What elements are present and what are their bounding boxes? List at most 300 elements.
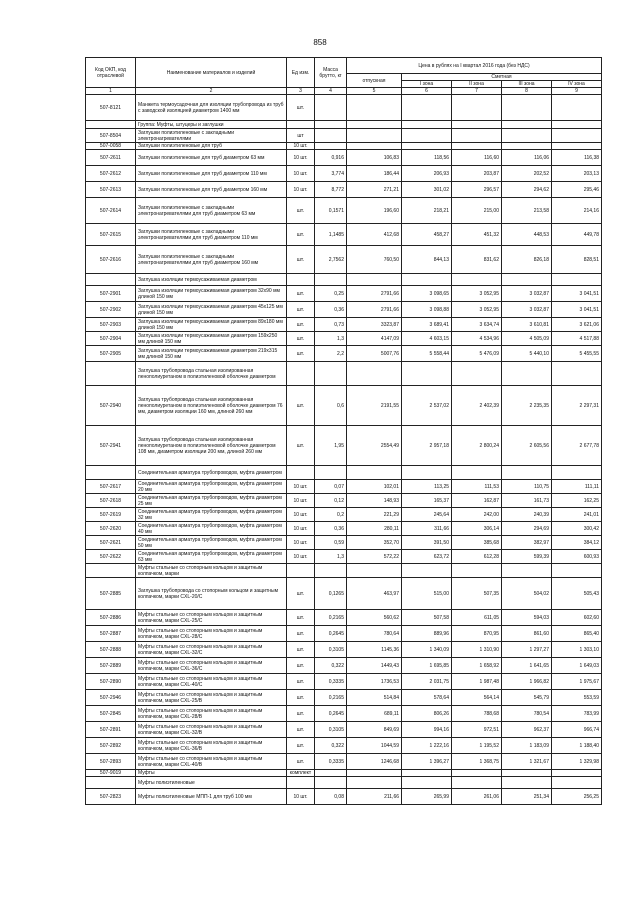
- row-zone-4-price: 162,25: [552, 494, 602, 508]
- row-name: Манжета термоусадочная для изоляции трубопровода из труб с заводской изоляцией диаметром 1400 мм: [136, 95, 287, 121]
- row-zone-4-price: 256,25: [552, 789, 602, 805]
- row-zone-4-price: 449,78: [552, 224, 602, 246]
- row-mass: 0,2645: [315, 706, 347, 722]
- row-zone-3-price: 382,97: [502, 536, 552, 550]
- row-zone-3-price: 504,02: [502, 578, 552, 610]
- row-zone-2-price: [452, 95, 502, 121]
- row-code: 507-2612: [86, 166, 136, 182]
- row-zone-1-price: 301,02: [402, 182, 452, 198]
- table-row: [86, 246, 602, 274]
- header-unit: Ед изм.: [287, 58, 315, 88]
- row-release-price: 221,29: [347, 508, 402, 522]
- row-name: Муфты стальные со стопорным кольцом и защитным колпачком, марки CXL-40/B: [136, 754, 287, 770]
- row-zone-1-price: [402, 362, 452, 386]
- row-name: Заглушка изоляции термоусаживаемая диаметром 89x180 мм длиной 150 мм: [136, 318, 287, 332]
- row-zone-2-price: 4 534,96: [452, 332, 502, 346]
- row-release-price: 186,44: [347, 166, 402, 182]
- row-zone-2-price: [452, 362, 502, 386]
- row-zone-2-price: 5 476,09: [452, 346, 502, 362]
- row-name: Муфты полиэтиленовые МПП-1 для труб 100 мм: [136, 789, 287, 805]
- row-zone-2-price: [452, 129, 502, 143]
- row-name: Муфты стальные со стопорным кольцом и защитным колпачком, марки: [136, 564, 287, 578]
- row-zone-4-price: [552, 466, 602, 480]
- row-zone-3-price: [502, 143, 552, 150]
- table-row: [86, 466, 602, 480]
- row-unit: шт.: [287, 332, 315, 346]
- page-number: 858: [313, 38, 327, 47]
- row-zone-1-price: 5 558,44: [402, 346, 452, 362]
- row-zone-1-price: 844,13: [402, 246, 452, 274]
- row-zone-3-price: 826,18: [502, 246, 552, 274]
- row-zone-4-price: 1 188,40: [552, 738, 602, 754]
- row-release-price: 2554,49: [347, 426, 402, 466]
- row-mass: 0,08: [315, 789, 347, 805]
- row-unit: шт.: [287, 302, 315, 318]
- table-row: [86, 770, 602, 777]
- row-zone-3-price: 780,54: [502, 706, 552, 722]
- row-code: 507-2622: [86, 550, 136, 564]
- table-row: [86, 274, 602, 286]
- row-zone-4-price: [552, 143, 602, 150]
- row-zone-2-price: 203,87: [452, 166, 502, 182]
- table-row: [86, 658, 602, 674]
- header-zone-1: I зона: [402, 81, 452, 88]
- row-code: 507-2619: [86, 508, 136, 522]
- row-zone-1-price: 507,58: [402, 610, 452, 626]
- column-number: 7: [452, 88, 502, 95]
- row-mass: 0,2165: [315, 610, 347, 626]
- row-code: [86, 564, 136, 578]
- row-release-price: 352,70: [347, 536, 402, 550]
- column-number: 1: [86, 88, 136, 95]
- row-zone-3-price: 599,39: [502, 550, 552, 564]
- row-unit: 10 шт.: [287, 143, 315, 150]
- row-name: Муфты стальные со стопорным кольцом и защитным колпачком, марки CXL-28/B: [136, 706, 287, 722]
- row-zone-3-price: 594,03: [502, 610, 552, 626]
- row-name: Заглушка трубопровода стальная изолированная пенополиуретаном в полиэтиленовой оболочке диаметром 108 мм, диаметром изоляции 200 мм, длиной 260 мм: [136, 426, 287, 466]
- row-zone-4-price: 241,01: [552, 508, 602, 522]
- row-zone-1-price: 118,56: [402, 150, 452, 166]
- row-zone-2-price: 306,14: [452, 522, 502, 536]
- row-mass: [315, 564, 347, 578]
- row-zone-3-price: [502, 770, 552, 777]
- row-release-price: 148,93: [347, 494, 402, 508]
- row-zone-2-price: 564,14: [452, 690, 502, 706]
- row-zone-4-price: 505,43: [552, 578, 602, 610]
- row-zone-3-price: [502, 777, 552, 789]
- row-code: 507-9019: [86, 770, 136, 777]
- row-unit: 10 шт.: [287, 182, 315, 198]
- row-zone-4-price: 384,12: [552, 536, 602, 550]
- row-release-price: 1246,68: [347, 754, 402, 770]
- row-unit: [287, 466, 315, 480]
- row-code: 507-2621: [86, 536, 136, 550]
- row-unit: шт.: [287, 386, 315, 426]
- row-zone-1-price: 578,64: [402, 690, 452, 706]
- row-zone-3-price: 116,06: [502, 150, 552, 166]
- row-code: [86, 777, 136, 789]
- row-zone-4-price: [552, 95, 602, 121]
- row-zone-1-price: 265,99: [402, 789, 452, 805]
- table-row: [86, 777, 602, 789]
- row-unit: шт.: [287, 224, 315, 246]
- row-release-price: [347, 143, 402, 150]
- row-zone-3-price: 161,73: [502, 494, 552, 508]
- row-mass: 0,36: [315, 522, 347, 536]
- row-name: Заглушка изоляции термоусаживаемая диаметром 219x315 мм длиной 150 мм: [136, 346, 287, 362]
- row-mass: 0,3105: [315, 722, 347, 738]
- row-zone-2-price: 1 987,48: [452, 674, 502, 690]
- header-release-price: отпускная: [347, 74, 402, 88]
- table-row: [86, 610, 602, 626]
- column-number: 6: [402, 88, 452, 95]
- header-price-group: Цена в рублях на I квартал 2016 года (без НДС): [347, 58, 602, 74]
- row-unit: шт.: [287, 658, 315, 674]
- table-row: [86, 578, 602, 610]
- row-code: 507-2903: [86, 318, 136, 332]
- table-row: [86, 722, 602, 738]
- table-row: [86, 508, 602, 522]
- row-zone-3-price: [502, 564, 552, 578]
- row-release-price: 849,69: [347, 722, 402, 738]
- row-unit: шт.: [287, 246, 315, 274]
- column-number: 2: [136, 88, 287, 95]
- row-unit: шт.: [287, 578, 315, 610]
- row-code: 507-2889: [86, 658, 136, 674]
- row-zone-3-price: [502, 362, 552, 386]
- row-zone-2-price: 162,87: [452, 494, 502, 508]
- row-zone-2-price: [452, 143, 502, 150]
- table-row: [86, 706, 602, 722]
- row-mass: 1,95: [315, 426, 347, 466]
- row-zone-4-price: 4 517,88: [552, 332, 602, 346]
- row-code: 507-2940: [86, 386, 136, 426]
- row-unit: шт.: [287, 738, 315, 754]
- row-unit: 10 шт.: [287, 550, 315, 564]
- row-zone-4-price: [552, 770, 602, 777]
- row-mass: 3,774: [315, 166, 347, 182]
- row-zone-3-price: [502, 95, 552, 121]
- row-code: 507-2611: [86, 150, 136, 166]
- row-name: Соединительная арматура трубопроводов, муфта диаметром 25 мм: [136, 494, 287, 508]
- row-zone-4-price: 111,11: [552, 480, 602, 494]
- row-release-price: 196,60: [347, 198, 402, 224]
- row-zone-4-price: 2 297,31: [552, 386, 602, 426]
- row-unit: шт.: [287, 626, 315, 642]
- row-release-price: 572,22: [347, 550, 402, 564]
- row-zone-2-price: 296,57: [452, 182, 502, 198]
- table-row: [86, 564, 602, 578]
- row-release-price: 760,50: [347, 246, 402, 274]
- row-zone-1-price: 2 957,18: [402, 426, 452, 466]
- row-zone-1-price: 994,16: [402, 722, 452, 738]
- table-row: [86, 789, 602, 805]
- row-zone-3-price: [502, 466, 552, 480]
- row-zone-2-price: 215,00: [452, 198, 502, 224]
- row-zone-4-price: 214,16: [552, 198, 602, 224]
- row-zone-2-price: 2 800,24: [452, 426, 502, 466]
- row-zone-4-price: 600,93: [552, 550, 602, 564]
- row-mass: 0,2: [315, 508, 347, 522]
- row-zone-3-price: 2 605,56: [502, 426, 552, 466]
- row-release-price: 1044,59: [347, 738, 402, 754]
- row-zone-3-price: 545,79: [502, 690, 552, 706]
- table-row: [86, 150, 602, 166]
- row-unit: шт.: [287, 754, 315, 770]
- row-zone-1-price: [402, 564, 452, 578]
- table-row: [86, 318, 602, 332]
- row-mass: 0,2645: [315, 626, 347, 642]
- row-zone-1-price: [402, 770, 452, 777]
- row-zone-1-price: 3 098,65: [402, 286, 452, 302]
- row-code: 507-8121: [86, 95, 136, 121]
- row-zone-2-price: 261,06: [452, 789, 502, 805]
- row-zone-3-price: 5 440,10: [502, 346, 552, 362]
- table-row: [86, 129, 602, 143]
- row-zone-4-price: 1 649,03: [552, 658, 602, 674]
- row-zone-2-price: 385,68: [452, 536, 502, 550]
- row-unit: шт.: [287, 95, 315, 121]
- row-name: Соединительная арматура трубопроводов, муфта диаметром 40 мм: [136, 522, 287, 536]
- row-zone-4-price: 5 455,55: [552, 346, 602, 362]
- table-row: [86, 332, 602, 346]
- row-zone-1-price: 889,96: [402, 626, 452, 642]
- row-zone-1-price: 1 695,85: [402, 658, 452, 674]
- row-unit: шт.: [287, 610, 315, 626]
- row-mass: [315, 362, 347, 386]
- header-zone-3: III зона: [502, 81, 552, 88]
- row-zone-4-price: 203,13: [552, 166, 602, 182]
- row-mass: 0,36: [315, 302, 347, 318]
- row-mass: [315, 121, 347, 129]
- row-zone-3-price: 1 966,82: [502, 674, 552, 690]
- row-code: 507-2888: [86, 642, 136, 658]
- row-code: 507-2620: [86, 522, 136, 536]
- table-row: [86, 302, 602, 318]
- row-name: Муфты стальные со стопорным кольцом и защитным колпачком, марки CXL-32/C: [136, 642, 287, 658]
- row-zone-1-price: 806,26: [402, 706, 452, 722]
- row-zone-3-price: 3 032,87: [502, 286, 552, 302]
- row-unit: 10 шт.: [287, 508, 315, 522]
- row-code: [86, 362, 136, 386]
- row-zone-1-price: 3 098,88: [402, 302, 452, 318]
- header-code: Код ОКП, код отраслевой: [86, 58, 136, 88]
- row-name: Муфты стальные со стопорным кольцом и защитным колпачком, марки CXL-28/C: [136, 626, 287, 642]
- row-mass: [315, 95, 347, 121]
- row-release-price: 4147,09: [347, 332, 402, 346]
- row-code: 507-2891: [86, 722, 136, 738]
- row-release-price: 102,01: [347, 480, 402, 494]
- row-name: Муфты полиэтиленовые: [136, 777, 287, 789]
- row-zone-2-price: 507,35: [452, 578, 502, 610]
- column-number-row: [86, 88, 602, 95]
- row-zone-1-price: 206,93: [402, 166, 452, 182]
- row-zone-2-price: [452, 121, 502, 129]
- row-zone-4-price: 2 677,78: [552, 426, 602, 466]
- row-release-price: 2791,66: [347, 286, 402, 302]
- row-zone-2-price: [452, 777, 502, 789]
- row-name: Муфты стальные со стопорным кольцом и защитным колпачком, марки CXL-36/B: [136, 738, 287, 754]
- row-zone-4-price: [552, 362, 602, 386]
- row-code: 507-2905: [86, 346, 136, 362]
- row-code: 507-0058: [86, 143, 136, 150]
- row-zone-3-price: 4 505,09: [502, 332, 552, 346]
- row-code: 507-2616: [86, 246, 136, 274]
- row-code: 507-2845: [86, 706, 136, 722]
- table-row: [86, 95, 602, 121]
- row-zone-3-price: 202,52: [502, 166, 552, 182]
- row-zone-2-price: 870,95: [452, 626, 502, 642]
- row-name: Муфты стальные со стопорным кольцом и защитным колпачком, марки CXL-36/C: [136, 658, 287, 674]
- row-name: Заглушки полиэтиленовые для труб диаметром 110 мм: [136, 166, 287, 182]
- column-number: 4: [315, 88, 347, 95]
- column-number: 8: [502, 88, 552, 95]
- row-zone-4-price: 295,46: [552, 182, 602, 198]
- row-mass: 0,1571: [315, 198, 347, 224]
- row-zone-1-price: [402, 121, 452, 129]
- row-code: [86, 466, 136, 480]
- row-zone-4-price: 602,60: [552, 610, 602, 626]
- row-code: 507-2887: [86, 626, 136, 642]
- row-zone-1-price: 623,72: [402, 550, 452, 564]
- row-name: Заглушка трубопровода со стопорным кольцом и защитным колпачком, марки CXL-20/C: [136, 578, 287, 610]
- row-zone-4-price: [552, 129, 602, 143]
- row-release-price: 271,21: [347, 182, 402, 198]
- row-zone-1-price: [402, 129, 452, 143]
- row-code: 507-2941: [86, 426, 136, 466]
- row-zone-1-price: 3 689,41: [402, 318, 452, 332]
- row-unit: шт.: [287, 198, 315, 224]
- table-row: [86, 754, 602, 770]
- row-unit: комплект: [287, 770, 315, 777]
- table-row: [86, 480, 602, 494]
- row-zone-2-price: 111,53: [452, 480, 502, 494]
- row-mass: 2,2: [315, 346, 347, 362]
- row-name: Соединительная арматура трубопроводов, муфта диаметром 32 мм: [136, 508, 287, 522]
- row-mass: 1,3: [315, 332, 347, 346]
- row-zone-3-price: [502, 129, 552, 143]
- row-unit: [287, 121, 315, 129]
- row-mass: 0,1265: [315, 578, 347, 610]
- row-unit: шт.: [287, 690, 315, 706]
- row-zone-2-price: 1 658,92: [452, 658, 502, 674]
- row-release-price: 689,11: [347, 706, 402, 722]
- row-unit: 10 шт.: [287, 494, 315, 508]
- table-row: [86, 346, 602, 362]
- row-mass: [315, 466, 347, 480]
- row-release-price: [347, 274, 402, 286]
- row-zone-2-price: [452, 466, 502, 480]
- row-zone-4-price: 966,74: [552, 722, 602, 738]
- row-name: Соединительная арматура трубопроводов, муфта диаметром 50 мм: [136, 536, 287, 550]
- row-release-price: [347, 770, 402, 777]
- row-release-price: [347, 362, 402, 386]
- table-row: [86, 286, 602, 302]
- table-row: [86, 550, 602, 564]
- row-zone-1-price: 2 031,75: [402, 674, 452, 690]
- row-code: 507-2904: [86, 332, 136, 346]
- row-zone-3-price: 1 183,09: [502, 738, 552, 754]
- row-zone-2-price: 1 310,90: [452, 642, 502, 658]
- row-zone-1-price: 245,64: [402, 508, 452, 522]
- row-mass: [315, 777, 347, 789]
- row-zone-4-price: 828,51: [552, 246, 602, 274]
- row-zone-2-price: [452, 770, 502, 777]
- row-unit: 10 шт.: [287, 536, 315, 550]
- column-number: 5: [347, 88, 402, 95]
- row-mass: 8,772: [315, 182, 347, 198]
- row-zone-4-price: [552, 121, 602, 129]
- row-release-price: 106,83: [347, 150, 402, 166]
- row-zone-3-price: 3 610,81: [502, 318, 552, 332]
- table-row: [86, 626, 602, 642]
- row-zone-4-price: 3 041,51: [552, 286, 602, 302]
- row-zone-2-price: 1 368,75: [452, 754, 502, 770]
- row-mass: 1,3: [315, 550, 347, 564]
- row-name: Заглушки полиэтиленовые с закладными электронагревателями для труб диаметром 110 мм: [136, 224, 287, 246]
- row-zone-3-price: 1 297,27: [502, 642, 552, 658]
- row-zone-1-price: 1 222,16: [402, 738, 452, 754]
- row-unit: шт.: [287, 318, 315, 332]
- row-zone-1-price: [402, 777, 452, 789]
- row-mass: 0,12: [315, 494, 347, 508]
- row-name: Заглушки полиэтиленовые для труб диаметром 160 мм: [136, 182, 287, 198]
- row-zone-1-price: 515,00: [402, 578, 452, 610]
- row-zone-2-price: 788,68: [452, 706, 502, 722]
- row-unit: шт.: [287, 706, 315, 722]
- row-name: Заглушки полиэтиленовые для труб: [136, 143, 287, 150]
- row-zone-2-price: 242,00: [452, 508, 502, 522]
- header-zone-2: II зона: [452, 81, 502, 88]
- row-release-price: 560,62: [347, 610, 402, 626]
- row-zone-2-price: 116,60: [452, 150, 502, 166]
- row-mass: 0,3335: [315, 674, 347, 690]
- table-row: [86, 121, 602, 129]
- row-unit: шт: [287, 129, 315, 143]
- row-code: [86, 121, 136, 129]
- row-zone-4-price: 1 303,10: [552, 642, 602, 658]
- row-unit: 10 шт.: [287, 150, 315, 166]
- row-release-price: 211,66: [347, 789, 402, 805]
- row-zone-1-price: 165,37: [402, 494, 452, 508]
- row-zone-3-price: [502, 121, 552, 129]
- row-unit: 10 шт.: [287, 166, 315, 182]
- row-release-price: 463,97: [347, 578, 402, 610]
- row-mass: [315, 274, 347, 286]
- row-name: Соединительная арматура трубопроводов, муфта диаметром 20 мм: [136, 480, 287, 494]
- row-zone-4-price: 1 975,67: [552, 674, 602, 690]
- row-release-price: 1736,53: [347, 674, 402, 690]
- price-table: [85, 57, 602, 805]
- row-release-price: [347, 121, 402, 129]
- row-zone-1-price: [402, 466, 452, 480]
- row-release-price: 2791,66: [347, 302, 402, 318]
- header-name: Наименование материалов и изделий: [136, 58, 287, 88]
- row-zone-3-price: 213,58: [502, 198, 552, 224]
- row-zone-1-price: 113,25: [402, 480, 452, 494]
- row-zone-2-price: 611,05: [452, 610, 502, 626]
- row-mass: 0,73: [315, 318, 347, 332]
- header-zone-4: IV зона: [552, 81, 602, 88]
- row-release-price: 3323,87: [347, 318, 402, 332]
- row-name: Соединительная арматура трубопроводов, муфта диаметром: [136, 466, 287, 480]
- row-zone-2-price: 2 402,39: [452, 386, 502, 426]
- table-row: [86, 182, 602, 198]
- row-release-price: 780,64: [347, 626, 402, 642]
- row-code: 507-2890: [86, 674, 136, 690]
- row-zone-2-price: 3 634,74: [452, 318, 502, 332]
- row-mass: [315, 143, 347, 150]
